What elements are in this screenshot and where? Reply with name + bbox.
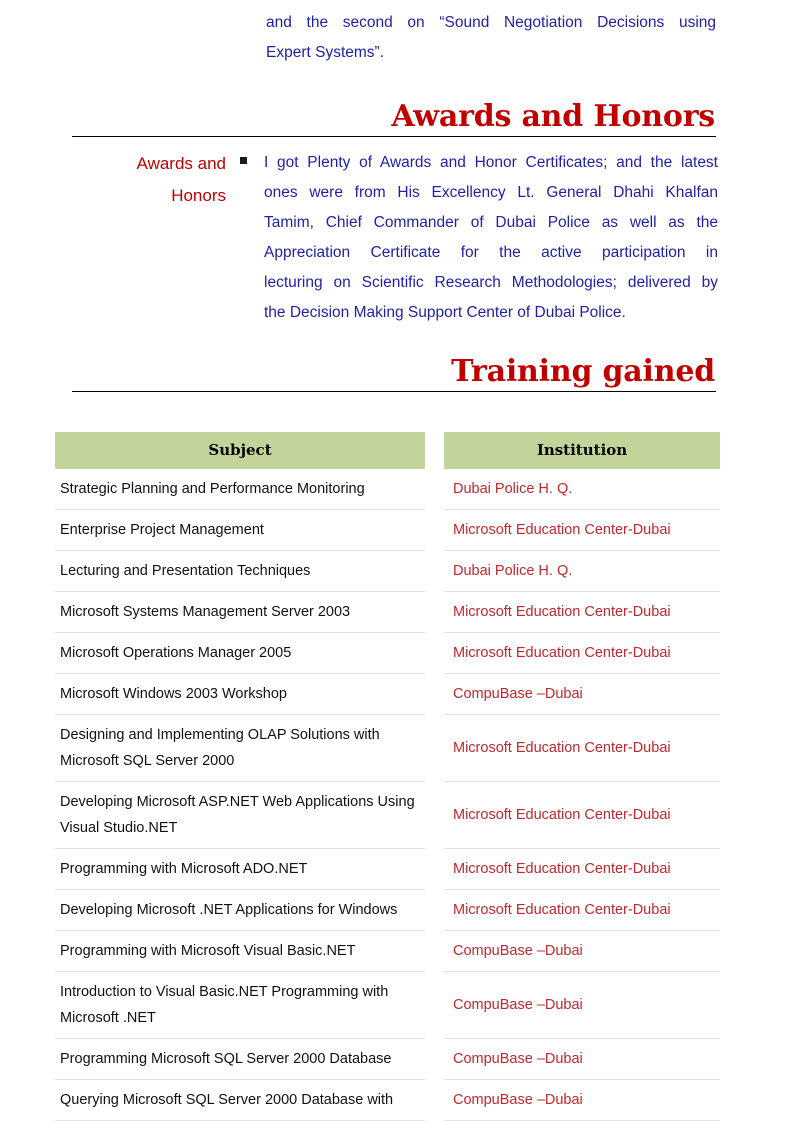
training-table-body — [55, 469, 720, 1121]
cell-subject: Strategic Planning and Performance Monitoring — [55, 469, 425, 510]
square-bullet-icon — [240, 157, 247, 164]
cell-gap — [425, 674, 444, 715]
training-heading-title: Training gained — [451, 354, 715, 389]
table-row — [55, 890, 720, 931]
cell-subject: Designing and Implementing OLAP Solutions with Microsoft SQL Server 2000 — [55, 715, 425, 782]
cell-subject: Microsoft Windows 2003 Workshop — [55, 674, 425, 715]
cell-institution: Dubai Police H. Q. — [444, 469, 720, 510]
cell-institution: CompuBase –Dubai — [444, 931, 720, 972]
cell-institution: Microsoft Education Center-Dubai — [444, 592, 720, 633]
section-heading-training — [72, 355, 716, 392]
awards-line-1: I got Plenty of Awards and Honor Certificates; and the latest — [264, 154, 718, 171]
awards-heading-rule — [72, 136, 716, 137]
continuation-line-2: Expert Systems”. — [266, 44, 384, 61]
cell-institution: Microsoft Education Center-Dubai — [444, 782, 720, 849]
cell-institution: Microsoft Education Center-Dubai — [444, 510, 720, 551]
cell-institution: Microsoft Education Center-Dubai — [444, 849, 720, 890]
continuation-line-1: and the second on “Sound Negotiation Decisions using — [266, 14, 716, 31]
cell-subject: Developing Microsoft ASP.NET Web Applications Using Visual Studio.NET — [55, 782, 425, 849]
cell-subject: Programming with Microsoft ADO.NET — [55, 849, 425, 890]
column-header-gap — [425, 432, 444, 469]
table-row — [55, 674, 720, 715]
awards-line-5: lecturing on Scientific Research Methodologies; delivered by — [264, 274, 718, 291]
cell-subject: Querying Microsoft SQL Server 2000 Database with — [55, 1080, 425, 1121]
table-row — [55, 849, 720, 890]
cell-gap — [425, 1080, 444, 1121]
awards-side-label-line-1: Awards and — [136, 154, 226, 173]
cell-gap — [425, 849, 444, 890]
awards-side-label — [72, 148, 236, 212]
column-header-institution: Institution — [444, 432, 720, 469]
cell-subject: Enterprise Project Management — [55, 510, 425, 551]
cell-institution: CompuBase –Dubai — [444, 1080, 720, 1121]
cell-subject: Programming Microsoft SQL Server 2000 Database — [55, 1039, 425, 1080]
cell-institution: Microsoft Education Center-Dubai — [444, 715, 720, 782]
cell-institution: CompuBase –Dubai — [444, 1039, 720, 1080]
table-row — [55, 931, 720, 972]
table-row — [55, 715, 720, 782]
table-row — [55, 782, 720, 849]
training-table-head — [55, 432, 720, 469]
awards-body — [236, 148, 718, 328]
awards-line-4: Appreciation Certificate for the active participation in — [264, 244, 718, 261]
cell-gap — [425, 592, 444, 633]
cell-subject: Microsoft Operations Manager 2005 — [55, 633, 425, 674]
cell-gap — [425, 972, 444, 1039]
awards-paragraph — [264, 148, 718, 328]
cell-institution: CompuBase –Dubai — [444, 972, 720, 1039]
cell-subject: Developing Microsoft .NET Applications for Windows — [55, 890, 425, 931]
training-heading-rule — [72, 391, 716, 392]
column-header-subject: Subject — [55, 432, 425, 469]
table-row — [55, 469, 720, 510]
table-row — [55, 1080, 720, 1121]
awards-line-2: ones were from His Excellency Lt. General Dhahi Khalfan — [264, 184, 718, 201]
cell-institution: CompuBase –Dubai — [444, 674, 720, 715]
awards-side-label-line-2: Honors — [171, 186, 226, 205]
awards-heading-title: Awards and Honors — [391, 99, 715, 134]
table-row — [55, 1039, 720, 1080]
cell-institution: Microsoft Education Center-Dubai — [444, 633, 720, 674]
table-row — [55, 510, 720, 551]
awards-line-3: Tamim, Chief Commander of Dubai Police as well as the — [264, 214, 718, 231]
cell-subject: Introduction to Visual Basic.NET Programming with Microsoft .NET — [55, 972, 425, 1039]
table-row — [55, 551, 720, 592]
cell-gap — [425, 782, 444, 849]
cell-gap — [425, 510, 444, 551]
table-row — [55, 592, 720, 633]
awards-block — [72, 148, 718, 328]
cell-subject: Microsoft Systems Management Server 2003 — [55, 592, 425, 633]
awards-line-6: the Decision Making Support Center of Dubai Police. — [264, 304, 626, 321]
continuation-paragraph — [266, 8, 716, 68]
cell-gap — [425, 469, 444, 510]
training-table — [55, 432, 720, 1121]
table-row — [55, 972, 720, 1039]
cell-gap — [425, 890, 444, 931]
cell-subject: Programming with Microsoft Visual Basic.NET — [55, 931, 425, 972]
table-row — [55, 633, 720, 674]
cell-gap — [425, 715, 444, 782]
cell-institution: Dubai Police H. Q. — [444, 551, 720, 592]
cell-institution: Microsoft Education Center-Dubai — [444, 890, 720, 931]
training-table-header-row — [55, 432, 720, 469]
cell-gap — [425, 633, 444, 674]
section-heading-awards — [72, 100, 716, 137]
cell-gap — [425, 1039, 444, 1080]
cell-subject: Lecturing and Presentation Techniques — [55, 551, 425, 592]
cell-gap — [425, 551, 444, 592]
cell-gap — [425, 931, 444, 972]
